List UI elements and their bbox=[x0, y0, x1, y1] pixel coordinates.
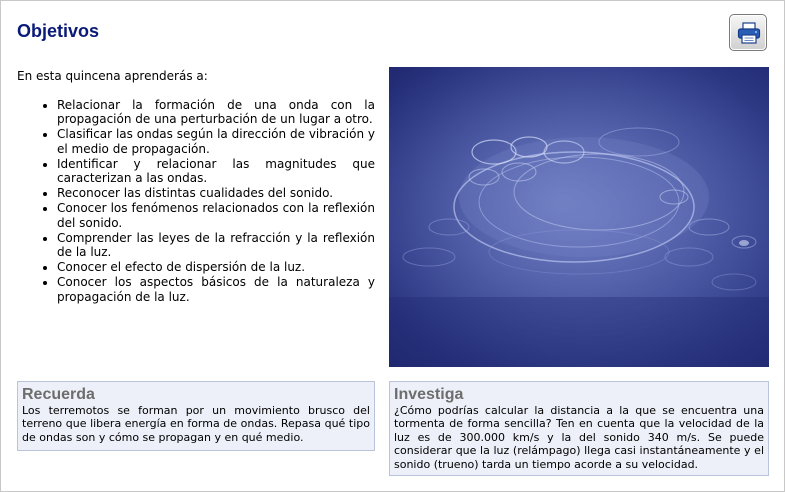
recuerda-text: Los terremotos se forman por un movimiento brusco del terreno que libera energía en forma de ondas. Repasa qué tipo de ondas son y cómo se propagan y en qué medio. bbox=[22, 404, 370, 444]
list-item: • Conocer los fenómenos relacionados con la reflexión del sonido. bbox=[57, 201, 375, 229]
water-ripples-photo bbox=[389, 67, 769, 367]
list-item: • Comprender las leyes de la refracción y la reflexión de la luz. bbox=[57, 231, 375, 259]
investiga-text: ¿Cómo podrías calcular la distancia a la que se encuentra una tormenta de forma sencilla? Ten en cuenta que la velocidad de la luz es de 300.000 km/s y la del sonido 340 m/s. Se puede considerar que la luz (relámpago) llega casi instantáneamente y el sonido (trueno) tarda un tiempo acorde a su velocidad. bbox=[394, 404, 764, 471]
list-item: • Conocer los aspectos básicos de la naturaleza y propagación de la luz. bbox=[57, 275, 375, 303]
investiga-box bbox=[389, 381, 769, 476]
printer-icon bbox=[737, 22, 761, 44]
intro-text: En esta quincena aprenderás a: bbox=[17, 69, 208, 83]
print-button[interactable] bbox=[729, 14, 767, 51]
recuerda-box bbox=[17, 381, 375, 451]
list-item: • Clasificar las ondas según la dirección de vibración y el medio de propagación. bbox=[57, 127, 375, 155]
objectives-list bbox=[17, 98, 375, 305]
investiga-title: Investiga bbox=[394, 386, 464, 403]
list-item: • Identificar y relacionar las magnitudes que caracterizan a las ondas. bbox=[57, 157, 375, 185]
list-item: • Reconocer las distintas cualidades del sonido. bbox=[57, 186, 375, 200]
list-item: • Relacionar la formación de una onda con la propagación de una perturbación de un lugar a otro. bbox=[57, 98, 375, 126]
recuerda-title: Recuerda bbox=[22, 386, 95, 403]
list-item: • Conocer el efecto de dispersión de la luz. bbox=[57, 260, 375, 274]
page-title: Objetivos bbox=[17, 21, 100, 41]
